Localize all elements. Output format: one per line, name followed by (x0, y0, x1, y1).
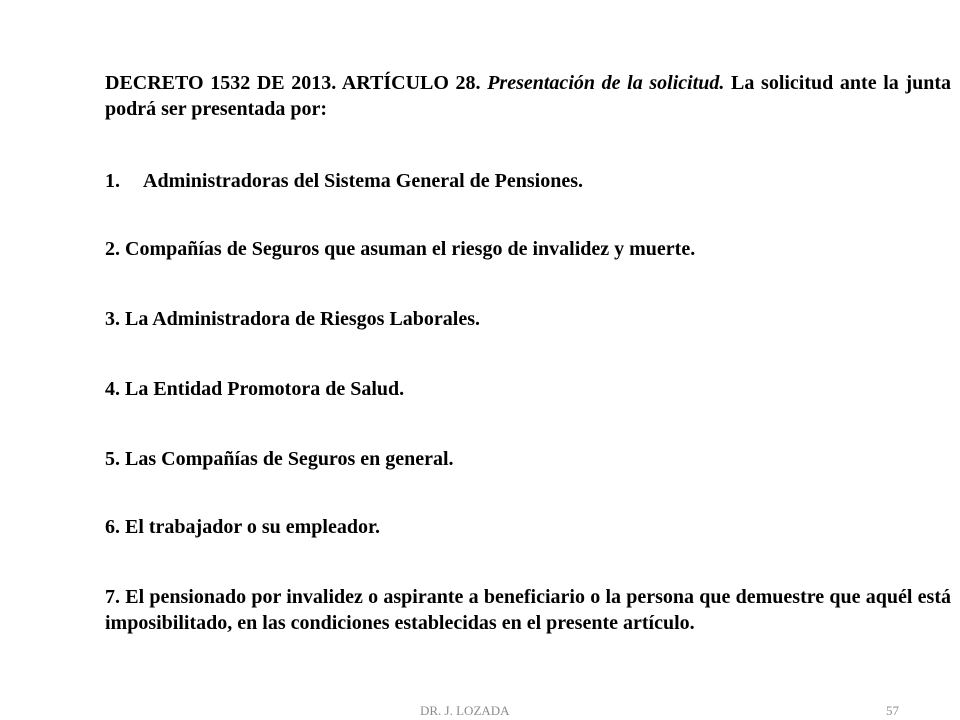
footer-page-number: 57 (886, 703, 899, 718)
list-item-3 (105, 306, 951, 332)
intro-paragraph (105, 70, 951, 122)
intro-text: La solicitud ante la junta podrá ser presentada por: (105, 72, 952, 120)
list-item-number: 6. (105, 516, 120, 538)
list-item-1 (105, 168, 951, 194)
list-item-4 (105, 376, 951, 402)
decree-reference: DECRETO 1532 DE 2013. ARTÍCULO 28. (105, 72, 481, 94)
list-item-text: El pensionado por invalidez o aspirante a beneficiario o la persona que demuestre que aquél está imposibilitado, en las condiciones establecidas en el presente artículo. (105, 586, 951, 634)
article-title: Presentación de la solicitud. (487, 72, 725, 94)
list-item-text: Compañías de Seguros que asuman el riesgo de invalidez y muerte. (125, 238, 696, 260)
list-item-number: 2. (105, 238, 120, 260)
list-item-6 (105, 514, 951, 540)
list-item-5 (105, 446, 951, 472)
list-item-number: 7. (105, 586, 120, 608)
list-item-2 (105, 236, 951, 262)
footer-author: DR. J. LOZADA (420, 703, 510, 718)
list-item-number: 3. (105, 308, 120, 330)
list-item-text: La Administradora de Riesgos Laborales. (125, 308, 481, 330)
list-item-number: 1. (105, 170, 120, 192)
list-item-number: 5. (105, 448, 120, 470)
list-item-text: El trabajador o su empleador. (125, 516, 381, 538)
list-item-text: Administradoras del Sistema General de Pensiones. (143, 170, 583, 192)
list-item-7 (105, 584, 951, 636)
list-item-text: La Entidad Promotora de Salud. (125, 378, 405, 400)
list-item-text: Las Compañías de Seguros en general. (125, 448, 454, 470)
list-item-number: 4. (105, 378, 120, 400)
